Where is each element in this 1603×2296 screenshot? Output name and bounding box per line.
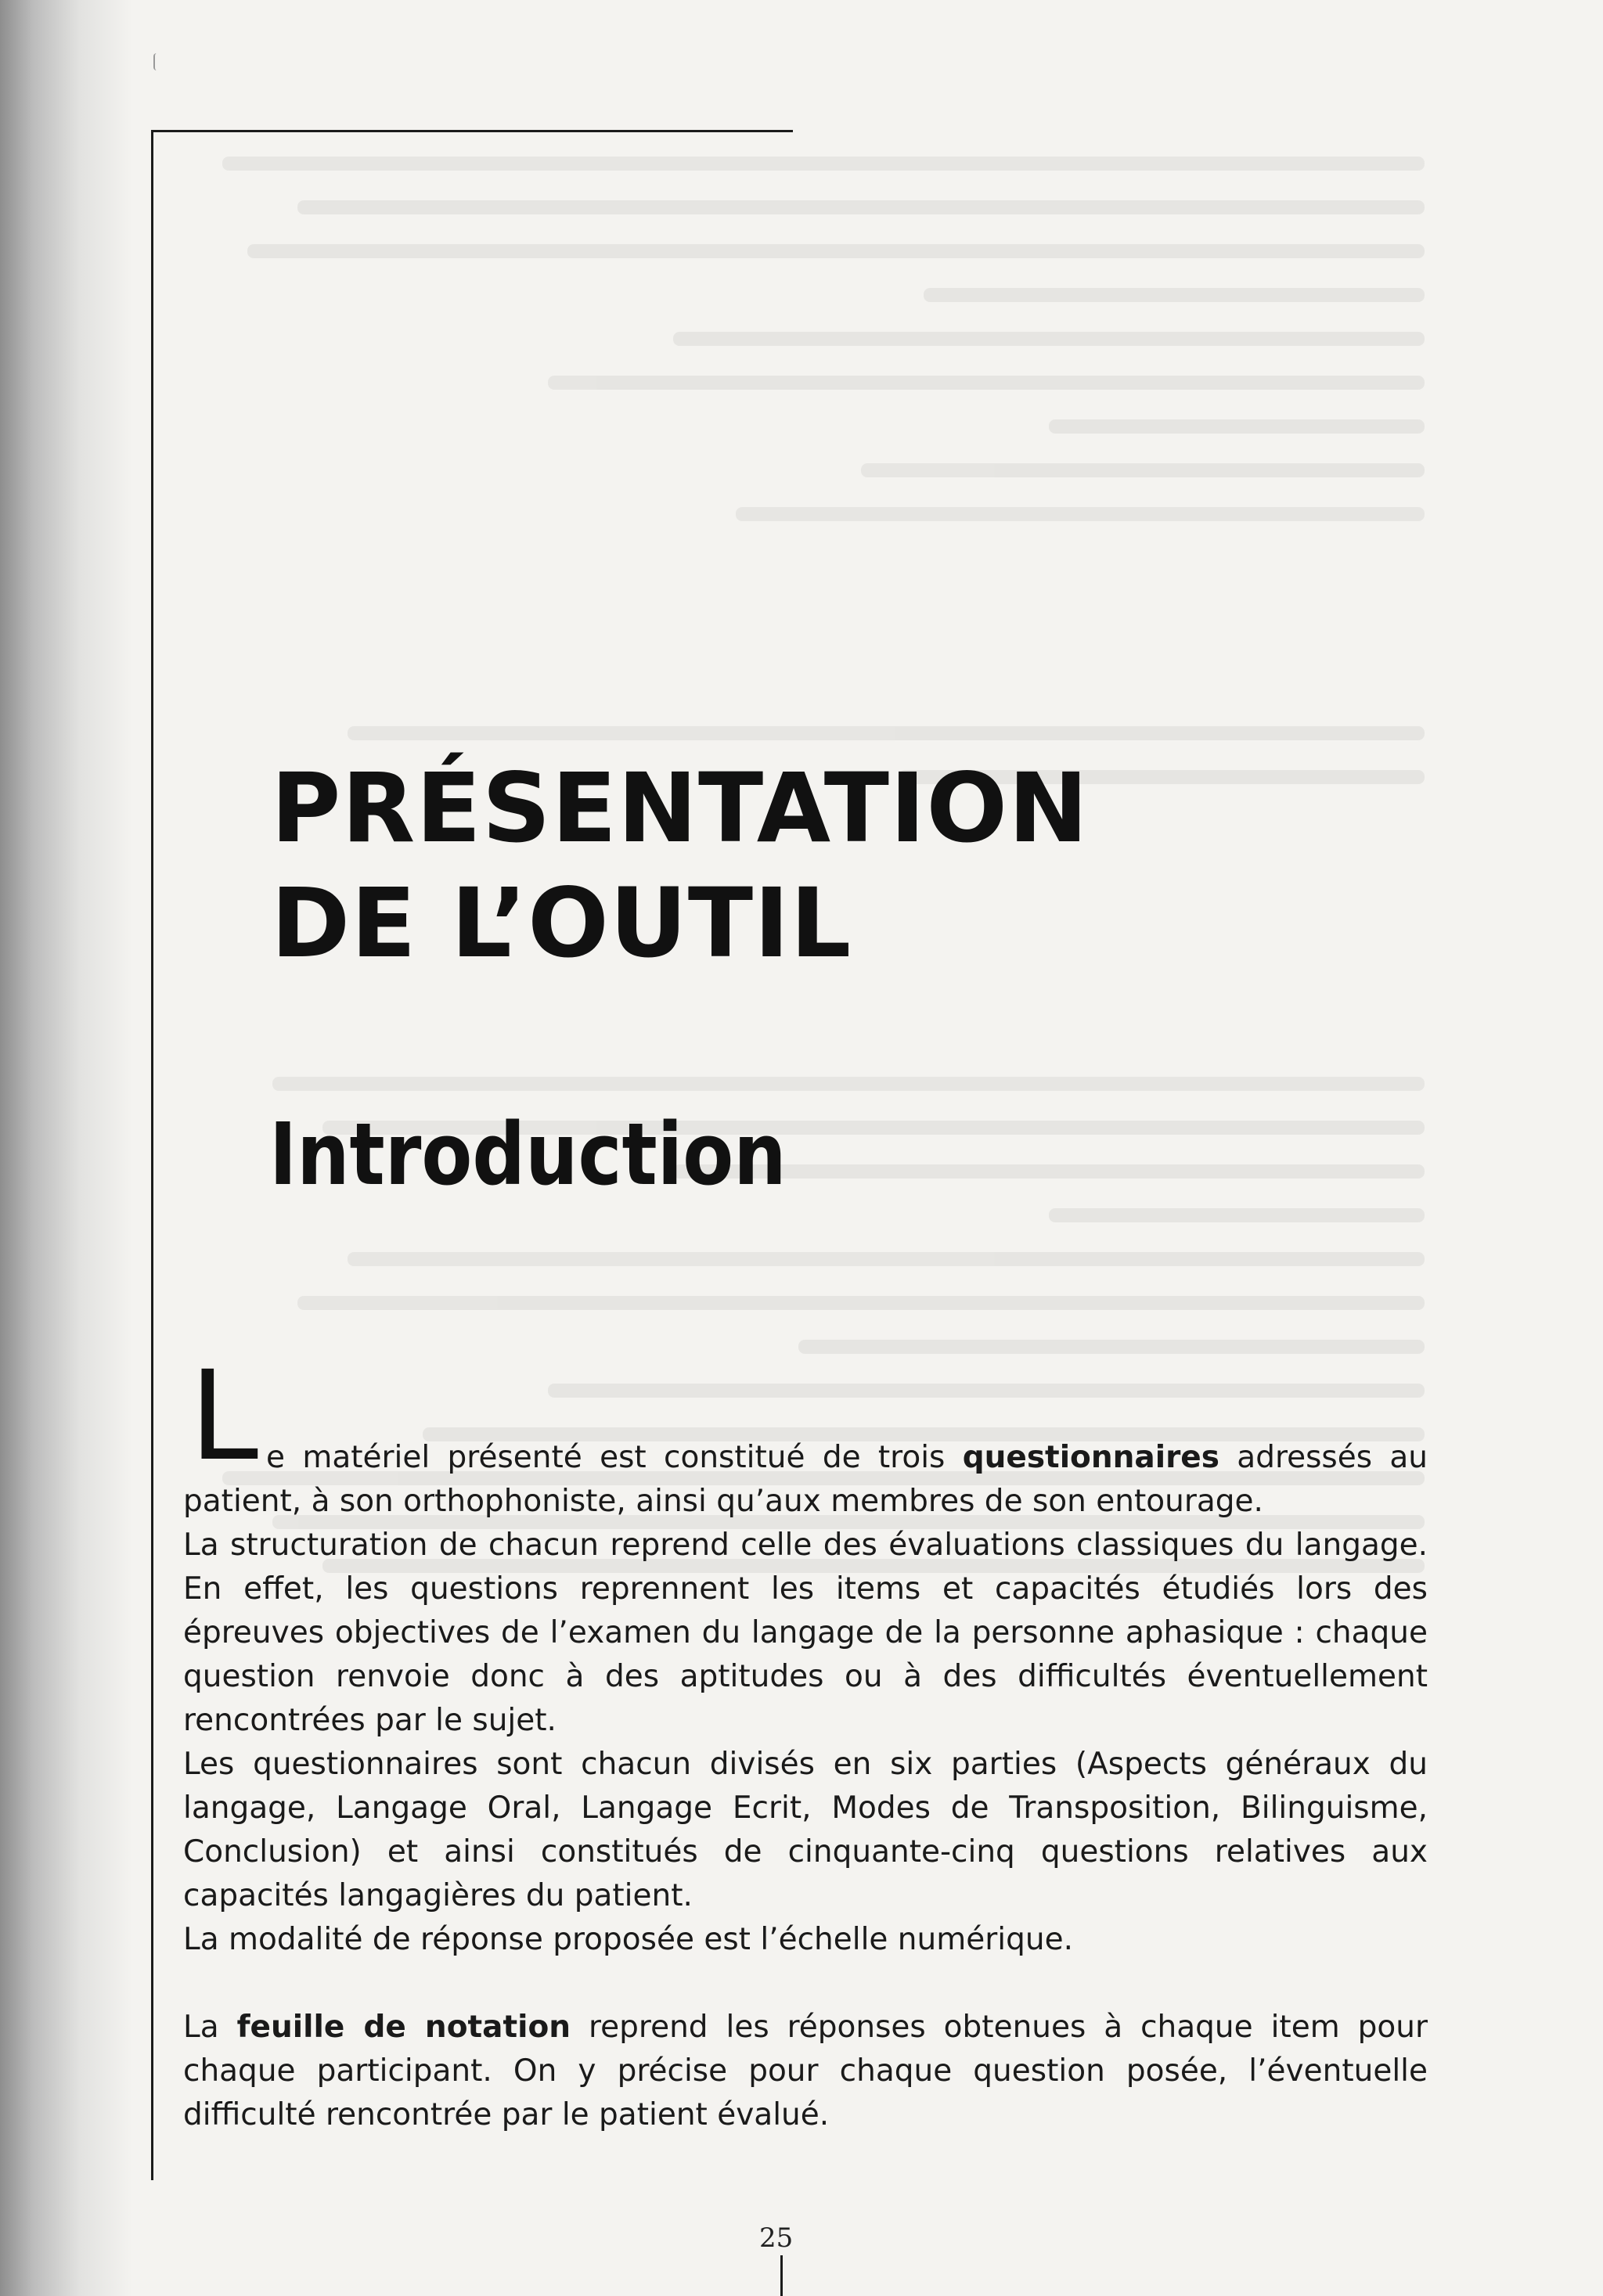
chapter-title-line-2: DE L’OUTIL xyxy=(271,868,852,979)
paragraph-1 xyxy=(183,1344,1428,1524)
paragraph-1-bold: questionnaires xyxy=(962,1440,1219,1475)
paragraph-2: La structuration de chacun reprend celle des évaluations classiques du langage. En effet, les questions reprennent les items et capacités étudiés lors des épreuves objectives de l’examen du langage de la personne aphasique : chaque question renvoie donc à des aptitudes ou à des difficultés éventuellement rencontrées par le sujet. xyxy=(183,1528,1428,1738)
chapter-title-line-1: PRÉSENTATION xyxy=(271,753,1090,864)
section-title: Introduction xyxy=(269,1104,787,1204)
paragraph-5-bold: feuille de notation xyxy=(236,2010,571,2045)
drop-cap: L xyxy=(189,1344,259,1488)
paragraph-5-text-a: La xyxy=(183,2010,237,2045)
scan-corner-mark xyxy=(153,53,161,70)
body-text xyxy=(183,1344,1428,2137)
frame-top-rule xyxy=(151,130,793,132)
page-binding-shadow xyxy=(0,0,133,2296)
paragraph-spacer xyxy=(183,1962,1428,2006)
paragraph-5 xyxy=(183,2006,1428,2137)
paragraph-4: La modalité de réponse proposée est l’échelle numérique. xyxy=(183,1922,1073,1957)
paragraph-5-text-b: reprend les réponses obtenues à chaque item pour chaque participant. On y précise pour chaque question posée, l’éventuelle difficulté rencontrée par le patient évalué. xyxy=(183,2010,1428,2132)
chapter-title xyxy=(271,751,1089,981)
paragraph-1-text-b: adressés au patient, à son orthophoniste, ainsi qu’aux membres de son entourage. xyxy=(183,1440,1428,1519)
page-number-tick xyxy=(780,2255,783,2296)
frame-left-rule xyxy=(151,130,153,2180)
paragraph-1-text-a: e matériel présenté est constitué de trois xyxy=(266,1440,963,1475)
page-number: 25 xyxy=(759,2222,794,2254)
paragraph-3: Les questionnaires sont chacun divisés en six parties (Aspects généraux du langage, Langage Oral, Langage Ecrit, Modes de Transposition, Bilinguisme, Conclusion) et ainsi constitués de cinquante-cinq questions relatives aux capacités langagières du patient. xyxy=(183,1747,1428,1913)
